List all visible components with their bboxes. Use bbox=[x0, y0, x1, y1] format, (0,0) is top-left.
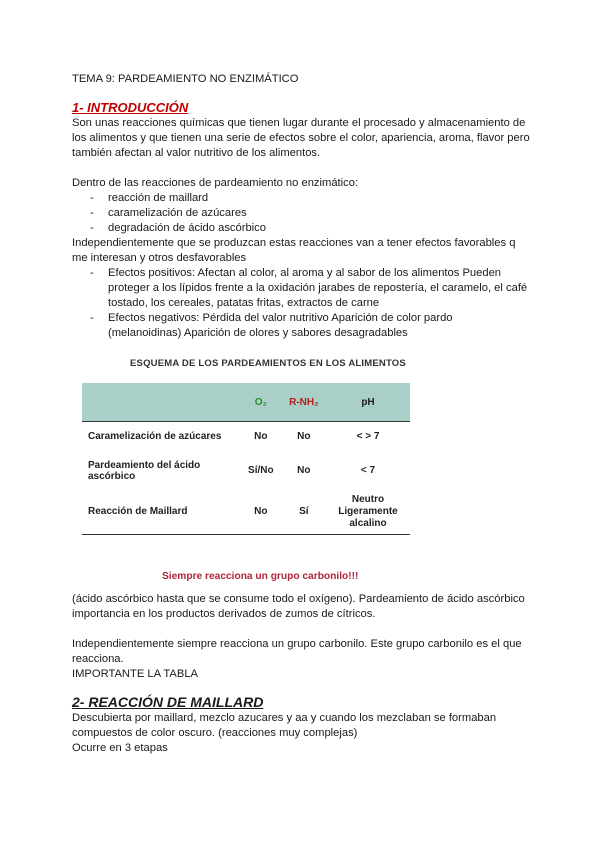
table-row bbox=[82, 452, 410, 490]
paragraph-line: Descubierta por maillard, mezclo azucares y aa y cuando los mezclaban se formaban bbox=[72, 711, 497, 724]
list-item: - reacción de maillard bbox=[72, 191, 532, 206]
table-cell-rnh2: Sí bbox=[282, 490, 326, 535]
paragraph-line: importancia en los productos derivados de zumos de cítricos. bbox=[72, 607, 376, 620]
effects-list bbox=[72, 266, 532, 341]
table-header-o2: O₂ bbox=[240, 383, 282, 422]
list-item: - caramelización de azúcares bbox=[72, 206, 532, 221]
table-cell-name: Pardeamiento del ácido ascórbico bbox=[88, 459, 201, 482]
section-heading-maillard: 2- REACCIÓN DE MAILLARD bbox=[72, 693, 264, 710]
table-cell-rnh2: No bbox=[297, 431, 311, 443]
paragraph-line: Son unas reacciones químicas que tienen lugar durante el procesado y almacenamiento de bbox=[72, 117, 526, 129]
table-header-ph: pH bbox=[326, 383, 410, 422]
figure-title: ESQUEMA DE LOS PARDEAMIENTOS EN LOS ALIMENTOS bbox=[130, 358, 406, 369]
figure-caption: Siempre reacciona un grupo carbonilo!!! bbox=[162, 570, 359, 582]
section-heading-introduccion: 1- INTRODUCCIÓN bbox=[72, 100, 189, 115]
list-line: - Efectos negativos: Pérdida del valor nutritivo Aparición de color pardo bbox=[108, 312, 453, 324]
paragraph-line: Independientemente siempre reacciona un grupo carbonilo. Este grupo carbonilo es el que bbox=[72, 637, 522, 650]
paragraph-line: los alimentos y que tienen una serie de efectos sobre el color, apariencia, aroma, flavor pero bbox=[72, 132, 530, 144]
list-line: (melanoidinas) Aparición de olores y sabores desagradables bbox=[108, 327, 408, 339]
table-cell-ph: < 7 bbox=[360, 465, 376, 476]
paragraph-line: me interesan y otros desfavorables bbox=[72, 252, 247, 264]
paragraph-line: IMPORTANTE LA TABLA bbox=[72, 667, 198, 680]
paragraph-line: también afectan al valor nutritivo de los alimentos. bbox=[72, 147, 321, 159]
paragraph-line: reacciona. bbox=[72, 652, 124, 665]
table-cell-ph: < > 7 bbox=[356, 431, 380, 443]
table-cell-ph: Neutro Ligeramente alcalino bbox=[326, 490, 410, 535]
paragraph-line: Independientemente que se produzcan estas reacciones van a tener efectos favorables q bbox=[72, 237, 516, 249]
table-header-rnh2: R-NH₂ bbox=[282, 383, 326, 422]
table-cell-name: Reacción de Maillard bbox=[82, 490, 240, 535]
list-item-positive-effects bbox=[72, 266, 532, 311]
paragraph-gap bbox=[72, 622, 532, 637]
reaction-list bbox=[72, 191, 532, 236]
table-cell-name: Caramelización de azúcares bbox=[88, 431, 222, 443]
table-cell-o2: No bbox=[254, 431, 268, 443]
paragraph-line: Ocurre en 3 etapas bbox=[72, 741, 168, 754]
list-line: proteger a los lípidos frente a la oxidación jarabes de repostería, el caramelo, el café bbox=[108, 282, 528, 294]
list-item: - degradación de ácido ascórbico bbox=[72, 221, 532, 236]
paragraph-gap bbox=[72, 161, 532, 176]
paragraph-line: Dentro de las reacciones de pardeamiento no enzimático: bbox=[72, 177, 359, 189]
table-cell-o2: Sí/No bbox=[248, 465, 274, 476]
paragraph-line: compuestos de color oscuro. (reacciones muy complejas) bbox=[72, 726, 358, 739]
list-line: tostado, los cereales, patatas fritas, extractos de carne bbox=[108, 297, 380, 309]
document-page bbox=[72, 72, 532, 756]
table-row bbox=[82, 422, 410, 452]
table-header-empty bbox=[82, 383, 240, 422]
browning-scheme-table bbox=[82, 383, 410, 535]
paragraph-line: (ácido ascórbico hasta que se consume todo el oxígeno). Pardeamiento de ácido ascórbico bbox=[72, 592, 525, 605]
list-item-negative-effects bbox=[72, 311, 532, 341]
list-line: - Efectos positivos: Afectan al color, al aroma y al sabor de los alimentos Pueden bbox=[108, 267, 502, 279]
table-cell-o2: No bbox=[240, 490, 282, 535]
table-row bbox=[82, 490, 410, 535]
table-cell-rnh2: No bbox=[297, 465, 311, 476]
document-title: TEMA 9: PARDEAMIENTO NO ENZIMÁTICO bbox=[72, 73, 299, 85]
